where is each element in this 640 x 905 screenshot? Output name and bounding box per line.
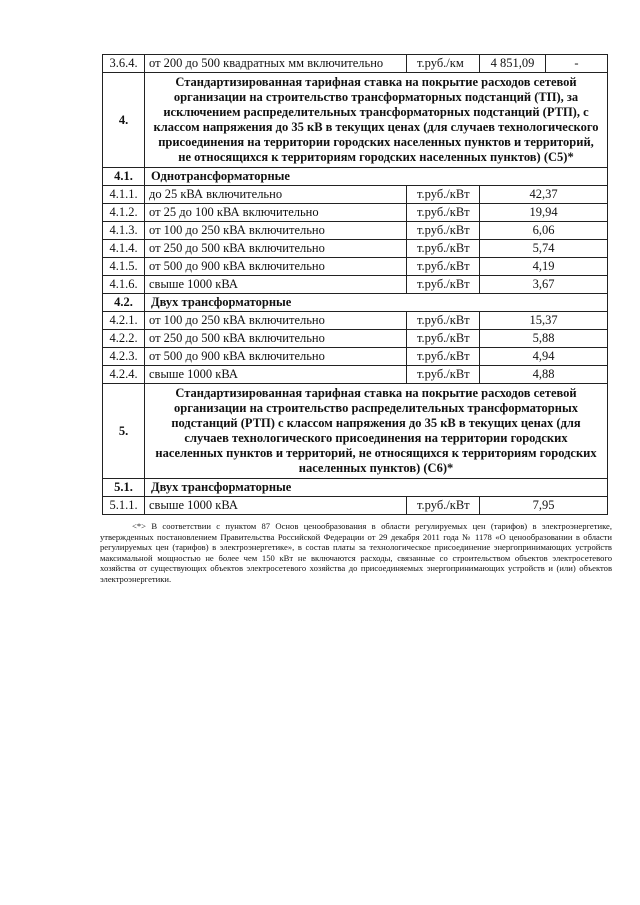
- row-number: 4.1.2.: [103, 204, 145, 222]
- table-row: [103, 55, 608, 73]
- group-title: Двух трансформаторные: [145, 294, 608, 312]
- row-description: от 25 до 100 кВА включительно: [145, 204, 407, 222]
- table-row: [103, 204, 608, 222]
- group-header-row: [103, 168, 608, 186]
- row-description: свыше 1000 кВА: [145, 366, 407, 384]
- row-unit: т.руб./кВт: [407, 348, 480, 366]
- row-number: 4.2.2.: [103, 330, 145, 348]
- table-row: [103, 258, 608, 276]
- row-unit: т.руб./кВт: [407, 366, 480, 384]
- row-number: 4.1.6.: [103, 276, 145, 294]
- section-title: Стандартизированная тарифная ставка на покрытие расходов сетевой организации на строительство трансформаторных подстанций (ТП), за исключением распределительных трансформаторных подстанций (РТП), с классом напряжения до 35 кВ в текущих ценах (для случаев технологического присоединения на территории городских населенных пунктов и территорий, не относящихся к территориям городских населенных пунктов) (С5)*: [145, 73, 608, 168]
- row-value: 6,06: [480, 222, 608, 240]
- row-value: 15,37: [480, 312, 608, 330]
- row-number: 4.1.1.: [103, 186, 145, 204]
- tariff-table-body: [103, 55, 608, 515]
- table-row: [103, 330, 608, 348]
- row-unit: т.руб./кВт: [407, 204, 480, 222]
- row-description: до 25 кВА включительно: [145, 186, 407, 204]
- row-description: от 250 до 500 кВА включительно: [145, 240, 407, 258]
- group-title: Двух трансформаторные: [145, 479, 608, 497]
- table-row: [103, 186, 608, 204]
- row-number: 4.2.1.: [103, 312, 145, 330]
- row-unit: т.руб./кВт: [407, 240, 480, 258]
- row-description: от 500 до 900 кВА включительно: [145, 348, 407, 366]
- tariff-table: [102, 54, 608, 515]
- row-unit: т.руб./кВт: [407, 276, 480, 294]
- row-value: 5,88: [480, 330, 608, 348]
- row-value: 4,88: [480, 366, 608, 384]
- group-number: 4.1.: [103, 168, 145, 186]
- row-unit: т.руб./кВт: [407, 497, 480, 515]
- section-header-row: [103, 73, 608, 168]
- section-header-row: [103, 384, 608, 479]
- row-description: от 250 до 500 кВА включительно: [145, 330, 407, 348]
- row-value: 42,37: [480, 186, 608, 204]
- row-value: 19,94: [480, 204, 608, 222]
- row-value: 3,67: [480, 276, 608, 294]
- group-number: 4.2.: [103, 294, 145, 312]
- row-value: 4 851,09: [480, 55, 546, 73]
- row-value: 4,19: [480, 258, 608, 276]
- section-number: 5.: [103, 384, 145, 479]
- group-number: 5.1.: [103, 479, 145, 497]
- row-number: 5.1.1.: [103, 497, 145, 515]
- section-title: Стандартизированная тарифная ставка на покрытие расходов сетевой организации на строительство распределительных трансформаторных подстанций (РТП) с классом напряжения до 35 кВ в текущих ценах (для случаев технологического присоединения на территории городских населенных пунктов и территорий, не относящихся к территориям городских населенных пунктов) (С6)*: [145, 384, 608, 479]
- row-number: 4.1.3.: [103, 222, 145, 240]
- row-value: 7,95: [480, 497, 608, 515]
- row-unit: т.руб./кВт: [407, 222, 480, 240]
- row-unit: т.руб./км: [407, 55, 480, 73]
- row-unit: т.руб./кВт: [407, 312, 480, 330]
- row-description: от 500 до 900 кВА включительно: [145, 258, 407, 276]
- table-row: [103, 240, 608, 258]
- group-header-row: [103, 294, 608, 312]
- section-number: 4.: [103, 73, 145, 168]
- row-value: 5,74: [480, 240, 608, 258]
- row-description: свыше 1000 кВА: [145, 276, 407, 294]
- group-header-row: [103, 479, 608, 497]
- row-description: свыше 1000 кВА: [145, 497, 407, 515]
- row-description: от 200 до 500 квадратных мм включительно: [145, 55, 407, 73]
- row-unit: т.руб./кВт: [407, 258, 480, 276]
- row-description: от 100 до 250 кВА включительно: [145, 312, 407, 330]
- row-value: 4,94: [480, 348, 608, 366]
- row-number: 4.1.4.: [103, 240, 145, 258]
- row-number: 4.2.3.: [103, 348, 145, 366]
- table-row: [103, 348, 608, 366]
- row-number: 4.1.5.: [103, 258, 145, 276]
- row-description: от 100 до 250 кВА включительно: [145, 222, 407, 240]
- row-extra-value: -: [546, 55, 608, 73]
- group-title: Однотрансформаторные: [145, 168, 608, 186]
- row-unit: т.руб./кВт: [407, 330, 480, 348]
- row-number: 3.6.4.: [103, 55, 145, 73]
- table-row: [103, 312, 608, 330]
- row-unit: т.руб./кВт: [407, 186, 480, 204]
- table-row: [103, 222, 608, 240]
- table-row: [103, 366, 608, 384]
- table-row: [103, 497, 608, 515]
- row-number: 4.2.4.: [103, 366, 145, 384]
- table-row: [103, 276, 608, 294]
- footnote: <*> В соответствии с пунктом 87 Основ ценообразования в области регулируемых цен (тарифов) в электроэнергетике, утвержденных постановлением Правительства Российской Федерации от 29 декабря 2011 года № 1178 «О ценообразовании в области регулируемых цен (тарифов) в электроэнергетике», в состав платы за технологическое присоединение энергопринимающих устройств максимальной мощностью не более чем 150 кВт не включаются расходы, связанные со строительством объектов электросетевого хозяйства от существующих объектов электросетевого хозяйства до присоединяемых энергопринимающих устройств и (или) объектов электроэнергетики.: [100, 521, 612, 584]
